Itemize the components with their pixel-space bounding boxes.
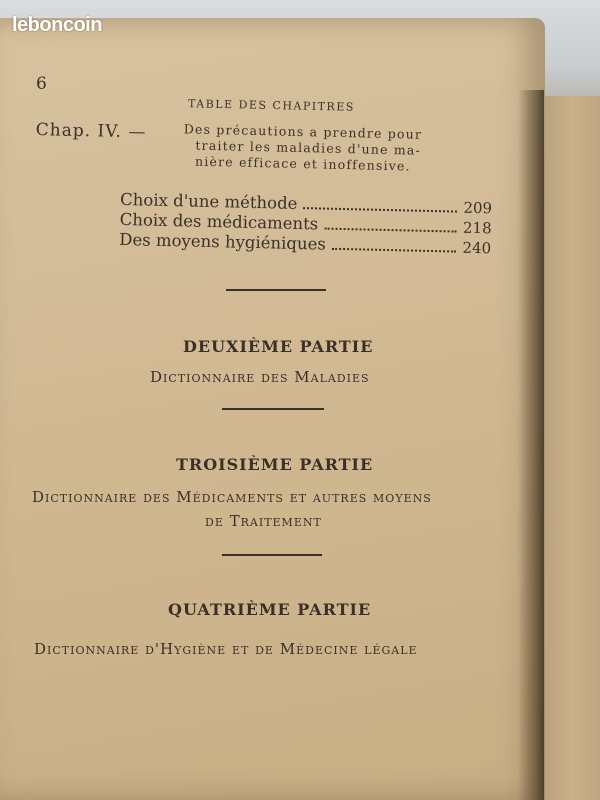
divider-rule [226,289,326,291]
spine-shadow [518,90,544,800]
page-number: 6 [36,74,47,94]
part-title: QUATRIÈME PARTIE [168,600,372,619]
leader-dots [303,207,457,212]
chapter-title-line: Des précautions a prendre pour [183,121,423,142]
chapter-label: Chap. IV. — [35,119,147,143]
toc-entry-label: Choix d'une méthode [119,189,298,213]
toc-entry-label: Des moyens hygiéniques [119,229,327,254]
divider-rule [222,554,322,556]
toc-entries [119,190,492,258]
toc-entry-label: Choix des médicaments [119,209,319,234]
leader-dots [324,228,457,233]
divider-rule [222,408,324,410]
part-title: TROISIÈME PARTIE [176,455,374,474]
part-subtitle: Dictionnaire d'Hygiène et de Médecine légale [34,640,418,658]
part-subtitle: Dictionnaire des Maladies [150,368,370,386]
chapter-title-line: traiter les maladies d'une ma- [195,137,422,158]
leader-dots [332,248,457,253]
toc-entry-page: 240 [462,238,492,258]
chapter-title-line: nière efficace et inoffensive. [194,153,411,174]
part-subtitle: de Traitement [205,512,322,530]
part-title: DEUXIÈME PARTIE [183,337,374,356]
watermark-logo: leboncoin [12,14,102,36]
part-subtitle: Dictionnaire des Médicaments et autres moyens [32,488,432,506]
toc-entry-page: 218 [462,218,492,238]
toc-entry-page: 209 [463,198,493,218]
toc-heading: TABLE DES CHAPITRES [187,97,355,114]
